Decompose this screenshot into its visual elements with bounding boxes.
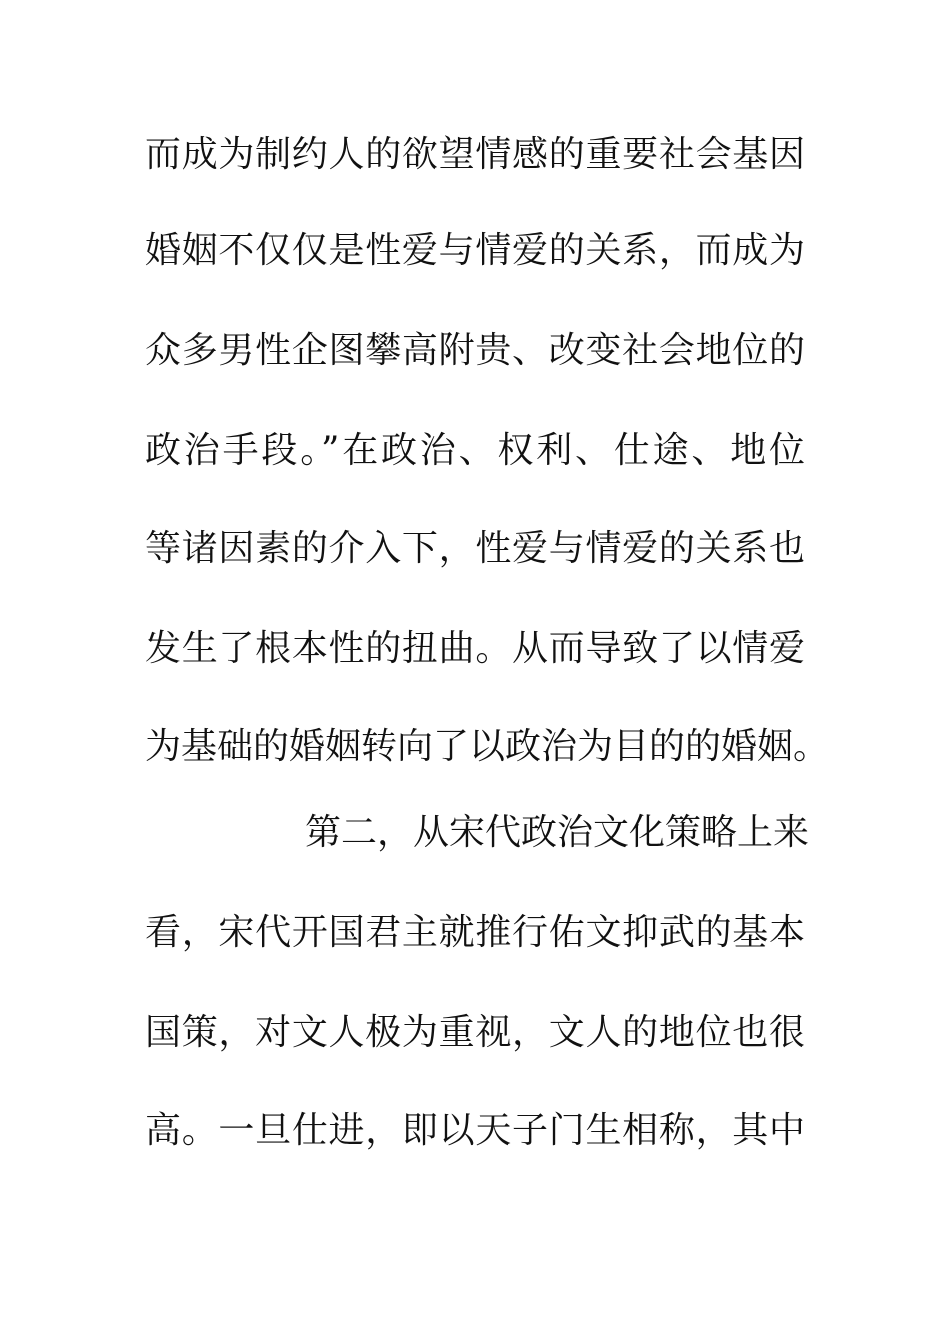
text-line-2: 婚姻不仅仅是性爱与情爱的关系，而成为 [145, 230, 805, 271]
text-line-11: 高。一旦仕进，即以天子门生相称，其中 [145, 1110, 805, 1151]
text-line-1: 而成为制约人的欲望情感的重要社会基因 [145, 134, 805, 175]
text-line-9: 看，宋代开国君主就推行佑文抑武的基本 [145, 912, 805, 953]
text-line-6: 发生了根本性的扭曲。从而导致了以情爱 [145, 628, 805, 669]
text-line-7: 为基础的婚姻转向了以政治为目的的婚姻。 [145, 726, 830, 767]
text-line-4: 政治手段。”在政治、权利、仕途、地位 [145, 430, 805, 471]
text-line-5: 等诸因素的介入下，性爱与情爱的关系也 [145, 528, 805, 569]
paragraph-2-first-line: 第二，从宋代政治文化策略上来 [305, 812, 810, 853]
text-line-10: 国策，对文人极为重视，文人的地位也很 [145, 1012, 805, 1053]
text-line-3: 众多男性企图攀高附贵、改变社会地位的 [145, 330, 805, 371]
